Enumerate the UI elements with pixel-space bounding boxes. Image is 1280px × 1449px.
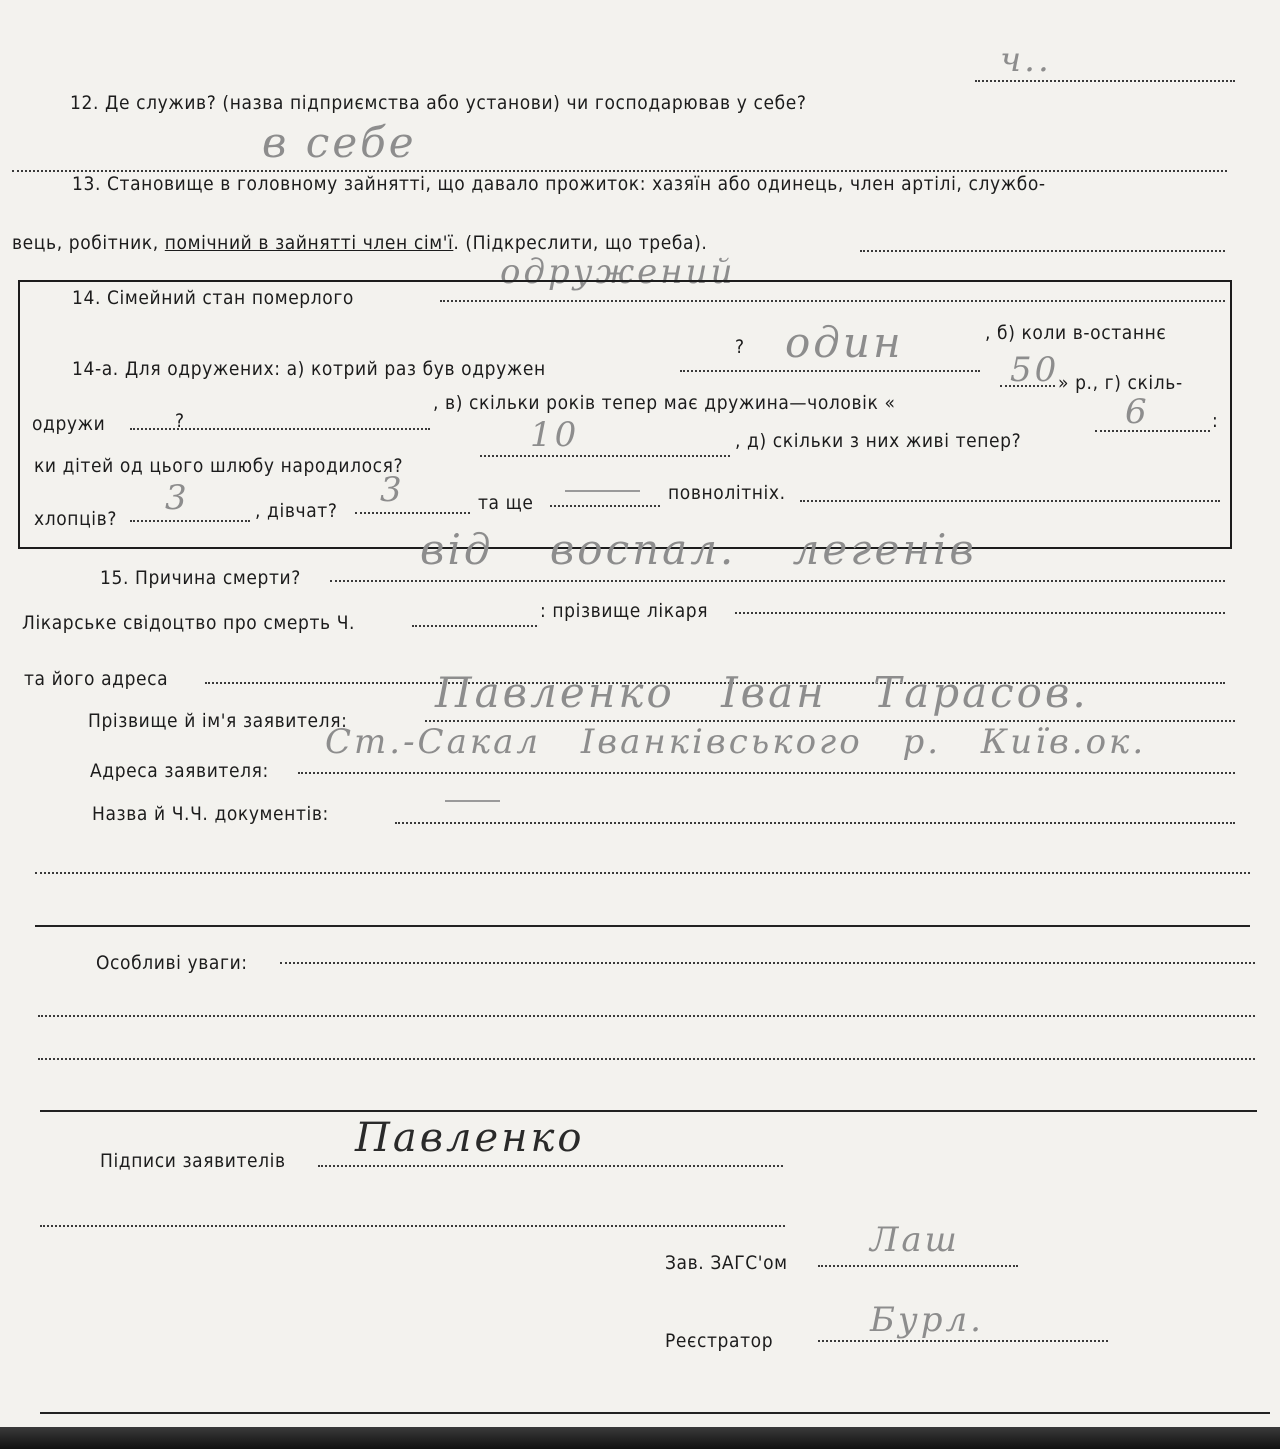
doctor-cert-fill: [412, 625, 537, 627]
q14a-adults-dash: [565, 490, 640, 492]
doctor-name-fill: [735, 612, 1225, 614]
q15-cause-of-death: від воспал. легенів: [420, 525, 977, 574]
q13-options: вець, робітник,: [12, 232, 165, 254]
applicant-address: Ст.-Сакал Іванківського р. Київ.ок.: [325, 722, 1147, 762]
q14a-line3-c: :: [1212, 410, 1219, 432]
q14a-line1-b: , б) коли в-останнє: [985, 322, 1167, 344]
applicant-signature: Павленко: [355, 1115, 585, 1161]
q13-fill-line: [860, 250, 1225, 252]
q14-label: 14. Сімейний стан померлого: [72, 287, 354, 309]
q14a-line3-b: , д) скільки з них живі тепер?: [735, 430, 1022, 452]
q14a-line4-tail: [800, 500, 1220, 502]
section-divider-1: [35, 925, 1250, 927]
q14a-line2-b: , в) скільки років тепер має дружина—чоловік «: [433, 392, 896, 414]
documents-dash: [445, 800, 500, 802]
remarks-fill: [280, 962, 1255, 964]
q14a-line1-q: ?: [735, 336, 745, 358]
applicant-name: Павленко Іван Тарасов.: [435, 668, 1089, 717]
q12-answer-line: [12, 170, 1227, 172]
q14a-boys: 3: [165, 478, 190, 518]
remarks-line-2: [38, 1015, 1255, 1017]
q14a-boys-fill: [130, 520, 250, 522]
q14a-line3-fill: [480, 455, 730, 457]
registrar-signature: Бурл.: [870, 1300, 984, 1340]
q14a-line4-b: , дівчат?: [255, 500, 338, 522]
q15-label: 15. Причина смерти?: [100, 567, 301, 589]
signatures-line-2: [40, 1225, 785, 1227]
q15-fill-line: [330, 580, 1225, 582]
q14-answer: одружений: [500, 252, 736, 292]
documents-extra-line: [35, 872, 1250, 874]
zags-head-signature: Лаш: [870, 1220, 960, 1260]
q13-line2: [12, 232, 707, 254]
applicant-address-fill: [298, 772, 1235, 774]
q14a-marriage-count: один: [785, 318, 904, 367]
doctor-cert-label: Лікарське свідоцтво про смерть Ч.: [22, 612, 356, 634]
q14a-children-alive: 6: [1125, 392, 1150, 432]
q14a-line1-fill: [680, 370, 980, 372]
remarks-line-3: [38, 1058, 1255, 1060]
applicant-address-label: Адреса заявителя:: [90, 760, 269, 782]
q14a-line3-label: ки дітей од цього шлюбу народилося?: [34, 455, 404, 477]
documents-label: Назва й Ч.Ч. документів:: [92, 803, 329, 825]
q12-answer-top: ч..: [1000, 40, 1052, 80]
q14a-line2-label: одружи: [32, 413, 106, 435]
q14a-children-born: 10: [530, 415, 580, 455]
q14a-alive-fill: [1095, 430, 1210, 432]
registrar-label: Реєстратор: [665, 1330, 774, 1352]
scan-bottom-edge: [0, 1427, 1280, 1449]
q14a-spouse-age: 50: [1010, 350, 1060, 390]
doctor-name-label: : прізвище лікаря: [540, 600, 709, 622]
q13-instruction: . (Підкреслити, що треба).: [453, 232, 708, 254]
q13-line1: 13. Становище в головному зайнятті, що давало прожиток: хазяїн або одинець, член артілі, службо-: [72, 173, 1046, 195]
q12-fill-line: [975, 80, 1235, 82]
signatures-fill: [318, 1165, 783, 1167]
q14a-line2-c: » р., г) скіль-: [1058, 372, 1183, 394]
bottom-rule: [40, 1412, 1270, 1414]
q14a-line4-label: хлопців?: [34, 508, 118, 530]
documents-fill: [395, 822, 1235, 824]
zags-head-fill: [818, 1265, 1018, 1267]
q14a-line4-d: повнолітніх.: [668, 482, 786, 504]
q14a-line2-q: ?: [175, 410, 185, 432]
q12-label: 12. Де служив? (назва підприємства або установи) чи господарював у себе?: [70, 92, 807, 114]
q14a-box: [18, 280, 1232, 549]
registrar-fill: [818, 1340, 1108, 1342]
signatures-label: Підписи заявителів: [100, 1150, 286, 1172]
zags-head-label: Зав. ЗАГС'ом: [665, 1252, 788, 1274]
q14a-adults-fill: [550, 505, 660, 507]
q13-underlined-option: помічний в зайнятті член сім'ї: [164, 232, 454, 254]
q14a-girls-fill: [355, 512, 470, 514]
q14a-line1-label: 14-а. Для одружених: а) котрий раз був одружен: [72, 358, 546, 380]
section-divider-2: [40, 1110, 1257, 1112]
remarks-label: Особливі уваги:: [96, 952, 248, 974]
q12-answer: в себе: [262, 118, 417, 167]
q14a-girls: 3: [380, 470, 405, 510]
applicant-name-label: Прізвище й ім'я заявителя:: [88, 710, 348, 732]
q14a-line4-c: та ще: [478, 492, 534, 514]
doctor-address-label: та його адреса: [24, 668, 169, 690]
